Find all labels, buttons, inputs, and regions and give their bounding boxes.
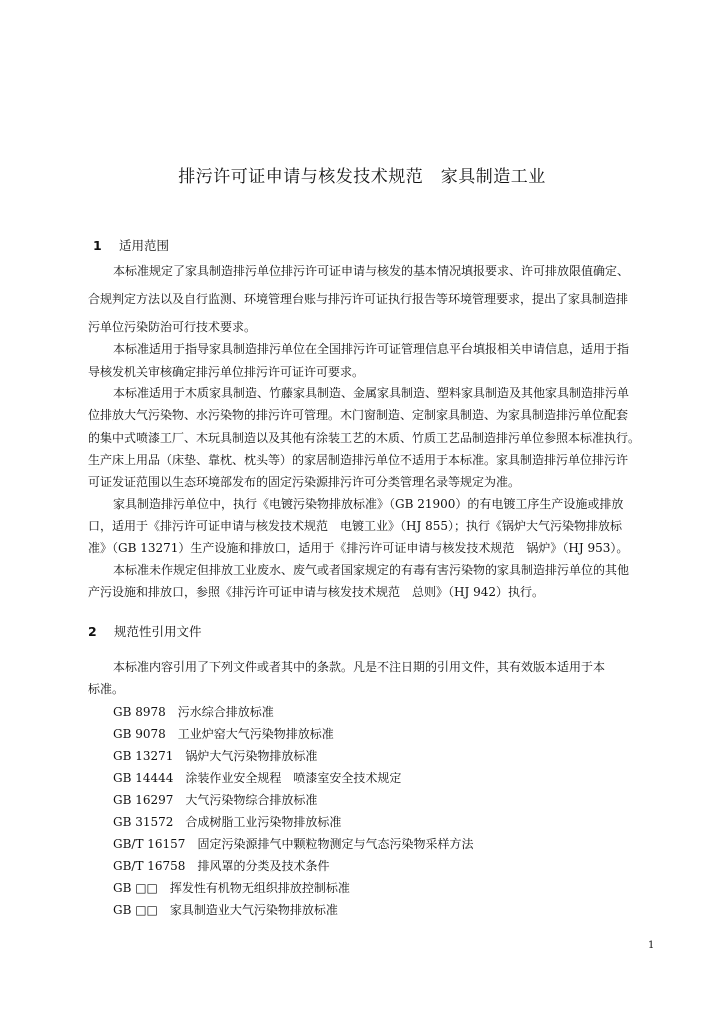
section-1-line: 准》（GB 13271）生产设施和排放口，适用于《排污许可证申请与核发技术规范 锅炉》（HJ 953）。 (88, 541, 629, 555)
section-1-heading (93, 236, 169, 254)
section-1-line: 口，适用于《排污许可证申请与核发技术规范 电镀工业》（HJ 855）；执行《锅炉大气污染物排放标 (88, 519, 622, 533)
reference-item: GB 13271 锅炉大气污染物排放标准 (113, 749, 318, 763)
section-1-line: 本标准适用于木质家具制造、竹藤家具制造、金属家具制造、塑料家具制造及其他家具制造排污单 (113, 386, 630, 400)
reference-item: GB 8978 污水综合排放标准 (113, 705, 274, 719)
section-1-line: 生产床上用品（床垫、靠枕、枕头等）的家居制造排污单位不适用于本标准。家具制造排污单位排污许 (88, 453, 629, 467)
reference-item: GB 31572 合成树脂工业污染物排放标准 (113, 815, 342, 829)
page-number: 1 (648, 940, 655, 951)
reference-item: GB 14444 涂装作业安全规程 喷漆室安全技术规定 (113, 771, 402, 785)
section-1-line: 污单位污染防治可行技术要求。 (88, 320, 257, 334)
section-1-title: 适用范围 (119, 238, 170, 253)
reference-item: GB/T 16157 固定污染源排气中颗粒物测定与气态污染物采样方法 (113, 837, 474, 851)
section-2-line: 本标准内容引用了下列文件或者其中的条款。凡是不注日期的引用文件，其有效版本适用于本 (113, 660, 606, 674)
section-1-line: 产污设施和排放口，参照《排污许可证申请与核发技术规范 总则》（HJ 942）执行。 (88, 585, 544, 599)
reference-item: GB 16297 大气污染物综合排放标准 (113, 793, 318, 807)
reference-item: GB □□ 挥发性有机物无组织排放控制标准 (113, 881, 350, 895)
section-1-line: 导核发机关审核确定排污单位排污许可证许可要求。 (88, 365, 365, 379)
document-title: 排污许可证申请与核发技术规范 家具制造工业 (178, 167, 546, 187)
section-2-line: 标准。 (88, 682, 125, 696)
section-1-line: 位排放大气污染物、水污染物的排污许可管理。木门窗制造、定制家具制造、为家具制造排污单位配套 (88, 408, 629, 422)
section-1-line: 家具制造排污单位中，执行《电镀污染物排放标准》（GB 21900）的有电镀工序生产设施或排放 (113, 497, 624, 511)
section-1-line: 可证发证范围以生态环境部发布的固定污染源排污许可分类管理名录等规定为准。 (88, 475, 521, 489)
section-2-number: 2 (88, 624, 97, 639)
section-1-line: 本标准适用于指导家具制造排污单位在全国排污许可证管理信息平台填报相关申请信息，适用于指 (113, 342, 630, 356)
section-1-line: 的集中式喷漆工厂、木玩具制造以及其他有涂装工艺的木质、竹质工艺品制造排污单位参照本标准执行。 (88, 431, 641, 445)
section-1-number: 1 (93, 238, 102, 253)
section-2-title: 规范性引用文件 (114, 624, 202, 639)
section-1-line: 本标准规定了家具制造排污单位排污许可证申请与核发的基本情况填报要求、许可排放限值确定、 (113, 264, 630, 278)
reference-item: GB □□ 家具制造业大气污染物排放标准 (113, 903, 338, 917)
reference-item: GB 9078 工业炉窑大气污染物排放标准 (113, 727, 334, 741)
section-1-line: 本标准未作规定但排放工业废水、废气或者国家规定的有毒有害污染物的家具制造排污单位的其他 (113, 563, 630, 577)
reference-item: GB/T 16758 排风罩的分类及技术条件 (113, 859, 330, 873)
section-2-heading (88, 622, 202, 640)
section-1-line: 合规判定方法以及自行监测、环境管理台账与排污许可证执行报告等环境管理要求，提出了家具制造排 (88, 292, 629, 306)
